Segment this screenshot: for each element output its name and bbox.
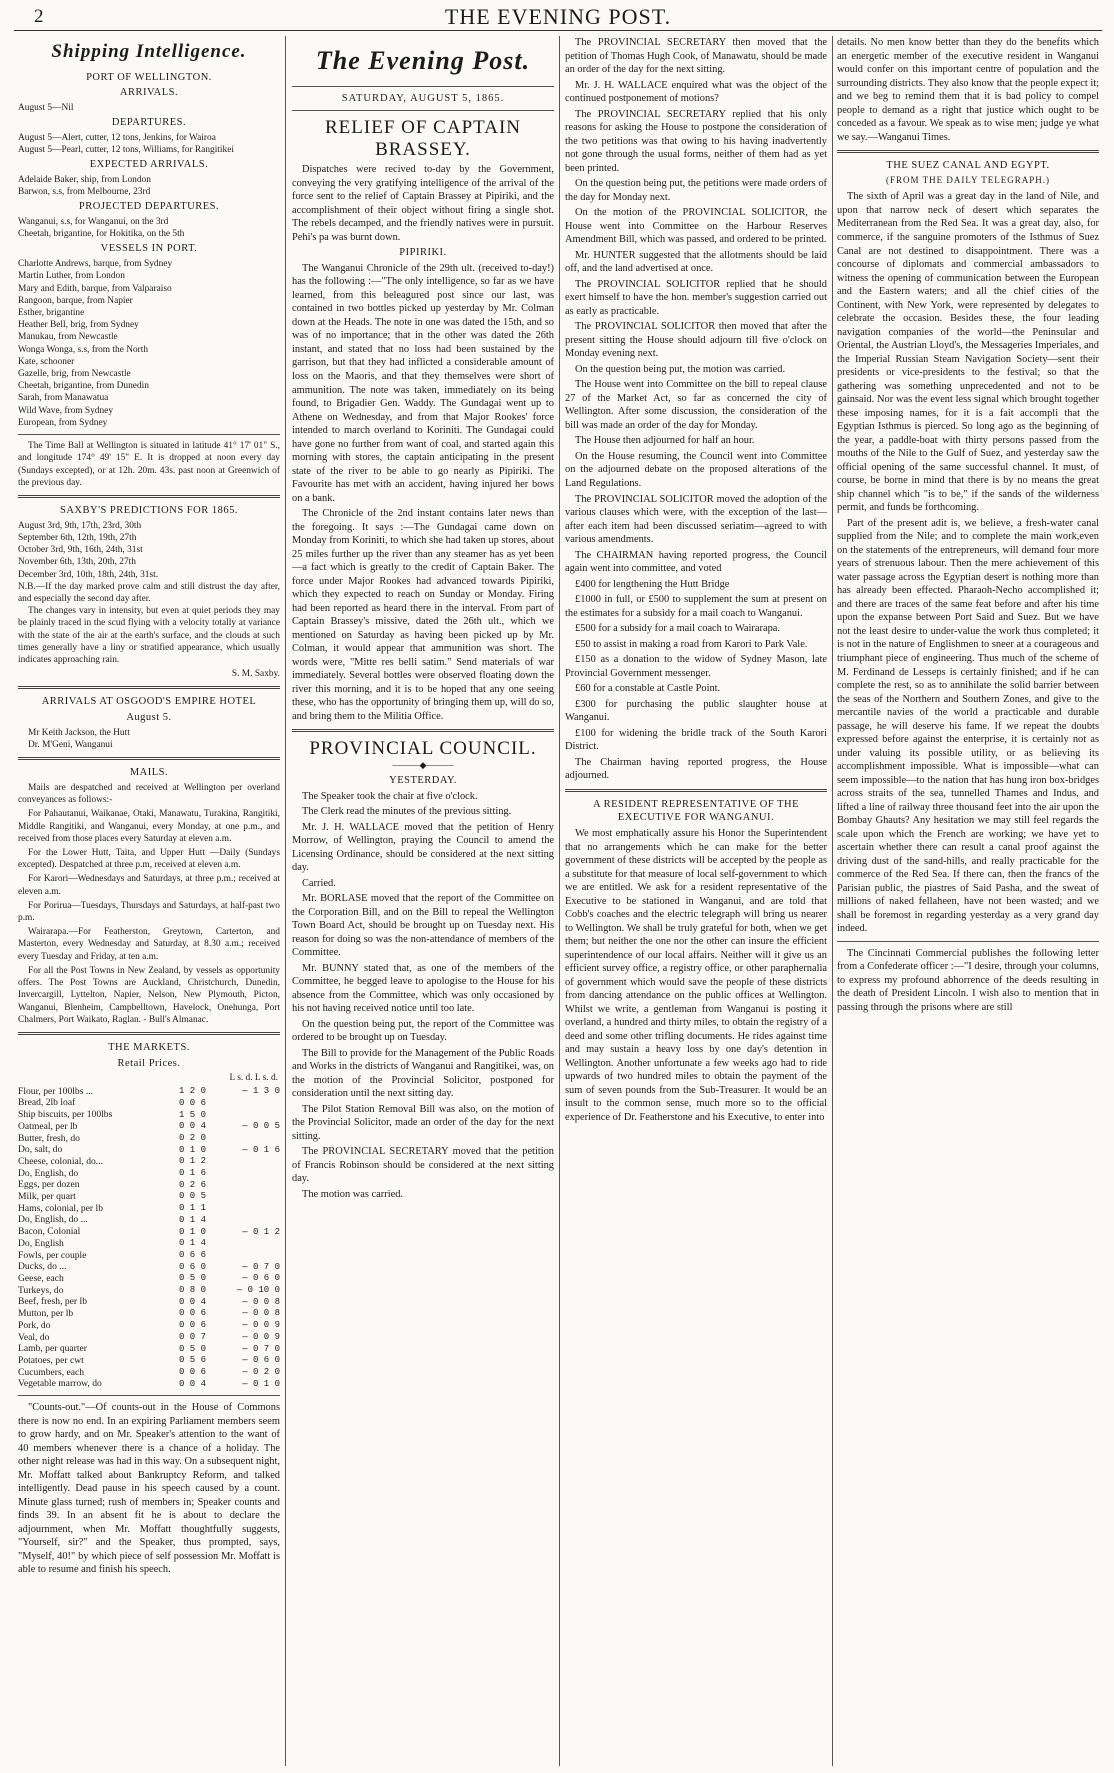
table-row [18, 1097, 280, 1109]
table-row [18, 1109, 280, 1121]
market-item: Mutton, per lb [18, 1308, 74, 1320]
market-item: Cheese, colonial, do... [18, 1155, 103, 1167]
masthead: The Evening Post. [315, 46, 531, 75]
table-row [18, 1273, 280, 1285]
cincinnati-article: The Cincinnati Commercial publishes the following letter from a Confederate officer :—"I desire, through your columns, to express my profound abhorrence of the deeds resulting in the death of President Lincoln. I wish also to mention that in passing through the prisons where are still [837, 947, 1099, 1013]
vote-item: £400 for lengthening the Hutt Bridge [575, 578, 730, 590]
market-price: 0 2 6 [178, 1179, 206, 1190]
divider [18, 757, 280, 760]
council-paragraph: The Pilot Station Removal Bill was also, on the motion of the Provincial Solicitor, made an order of the day for the next sitting. [292, 1103, 554, 1142]
saxby-text: The changes vary in intensity, but even at quiet periods they may be plainly traced in the scud flying with a velocity totally at variance with the state of the air at the earth's surface, and the clouds at such times generally have a liny or stratified appearance, which usually indicates approaching rain. [18, 606, 280, 666]
market-price: 1 2 0 [178, 1086, 206, 1097]
suez-headline: THE SUEZ CANAL AND EGYPT. [886, 160, 1050, 172]
divider [18, 434, 280, 435]
market-item: Pork, do [18, 1319, 51, 1331]
newspaper-title: THE EVENING POST. [444, 4, 672, 29]
hotel-date: August 5. [126, 712, 172, 724]
council-paragraph: On the question being put, the motion was carried. [575, 363, 786, 375]
saxby-line: December 3rd, 10th, 18th, 24th, 31st. [18, 569, 159, 580]
market-price: 1 5 0 [178, 1109, 206, 1120]
market-price: — 0 7 0 [242, 1261, 280, 1272]
mails-heading: MAILS. [129, 767, 169, 779]
page-header [14, 4, 1102, 31]
projected-entry: Cheetah, brigantine, for Hokitika, on the 5th [18, 229, 185, 240]
suez-paragraph: Part of the present adit is, we believe, a fresh-water canal supplied from the Nile; and to complete the main work,even on the statements of the entrepreneurs, will demand four more years of strenuous labour. Then the mere achievement of this water passage across the Egyptian desert is nothing more than has already been effected. Pharaoh-Necho accomplished it; and there are traces of the same feat before and after his time upon the expanse between Port Said and Suez. But we have not the least desire to under-value the work thus completed; it is not in the nature of Englishmen to sneer at a courageous and triumphant piece of engineering. Thus much of the scheme of M. Ferdinand de Lesseps is certainly finished; and if he can complete the rest, so as to annihilate the solid barrier between the seas of the Northern and Southern Zones, and give to the mercantile navies of the world a practicable and durable passage, he will deserve his fame. If we repeat the doubts expressed before against the enterprise, it is certainly not as under valuing its possible utility, or as believing its accomplishment impossible. What is impossible—what can seem impossible—to the nation that has hung iron box-bridges across straits of the sea, tunnelled Thames and Indus, and lifted a line of railway three thousand feet into the air upon the Bombay Ghauts? Any hesitation we may still feel regards the scale upon which the French are working; we have yet to ascertain whether there can result a canal proof against the driving dust of the sand-hills, and really practicable for the commerce of the Red Sea. If there can, then the francs of the Parisian public, the piastres of Said Pasha, and the sweat of millions of naked fellaheen, have not been wasted; and we shall be foremost in regarding yesterday as a very grand day indeed. [837, 517, 1099, 935]
vessels-heading: VESSELS IN PORT. [100, 243, 198, 255]
columns [14, 36, 1102, 1766]
table-row [18, 1086, 280, 1098]
suez-source: (FROM THE DAILY TELEGRAPH.) [886, 174, 1050, 185]
mail-paragraph: For the Lower Hutt, Taita, and Upper Hutt —Daily (Sundays excepted). Despatched at three p.m, received at eleven a.m. [18, 847, 280, 871]
expected-heading: EXPECTED ARRIVALS. [89, 159, 209, 171]
market-price [206, 1203, 280, 1215]
table-row [18, 1191, 280, 1203]
market-prices-table [18, 1072, 280, 1390]
mail-paragraph: Mails are despatched and received at Wellington per overland conveyances as follows:- [18, 782, 280, 806]
departure-entry: August 5—Alert, cutter, 12 tons, Jenkins, for Wairoa [18, 132, 216, 143]
vessel-entry: Sarah, from Manawatua [18, 393, 109, 404]
council-paragraph: Mr. HUNTER suggested that the allotments should be laid off, and the land advertised at once. [565, 249, 827, 275]
council-headline: PROVINCIAL COUNCIL. [309, 738, 537, 760]
market-item: Ship biscuits, per 100lbs [18, 1109, 113, 1121]
vote-item: £300 for purchasing the public slaughter house at Wanganui. [565, 698, 827, 724]
mail-paragraph: For Pahautanui, Waikanae, Otaki, Manawatu, Turakina, Rangitiki, Middle Rangitiki, and Wanganui, every Monday, at one p.m., and received from those places every Saturday at eleven a.m. [18, 809, 280, 844]
market-price: — 0 2 0 [242, 1366, 280, 1377]
table-row [18, 1203, 280, 1215]
divider [837, 941, 1099, 942]
vessel-entry: Wonga Wonga, s.s, from the North [18, 344, 149, 355]
market-price: — 1 3 0 [242, 1086, 280, 1097]
vessel-entry: Esther, brigantine [18, 307, 85, 318]
market-price: 0 0 4 [178, 1121, 206, 1132]
price-column-headers: L s. d. L s. d. [229, 1073, 278, 1084]
hotel-guest: Dr. M'Geni, Wanganui [28, 739, 113, 750]
market-price: 0 1 4 [178, 1238, 206, 1249]
arrival-entry: August 5—Nil [18, 102, 74, 113]
newspaper-page [14, 4, 1102, 1766]
market-price: 0 0 4 [178, 1296, 206, 1307]
divider [837, 150, 1099, 153]
market-price [206, 1168, 280, 1180]
divider [18, 1032, 280, 1035]
market-item: Veal, do [18, 1331, 50, 1343]
market-item: Hams, colonial, per lb [18, 1202, 103, 1214]
vessel-entry: Cheetah, brigantine, from Dunedin [18, 381, 149, 392]
market-item: Flour, per 100lbs ... [18, 1085, 94, 1097]
mail-paragraph: For all the Post Towns in New Zealand, by vessels as opportunity offers. The Post Towns are Auckland, Christchurch, Dunedin, Invercargill, Lyttelton, Napier, Nelson, New Plymouth, Picton, Wanganui, Blenheim, Campbelltown, Havelock, Onehunga, Port Chalmers, Port Waikato, Raglan. - Bull's Almanac. [18, 965, 280, 1025]
market-item: Bread, 2lb loaf [18, 1097, 76, 1109]
market-price: 0 0 6 [178, 1097, 206, 1108]
market-price [206, 1097, 280, 1109]
market-price [206, 1191, 280, 1203]
market-price [206, 1109, 280, 1121]
council-paragraph: The Clerk read the minutes of the previous sitting. [302, 806, 512, 818]
market-item: Beef, fresh, per lb [18, 1296, 87, 1308]
market-item: Ducks, do ... [18, 1261, 67, 1273]
market-price: 0 5 0 [178, 1343, 206, 1354]
market-item: Turkeys, do [18, 1284, 64, 1296]
council-paragraph: The PROVINCIAL SECRETARY then moved that the petition of Thomas Hugh Cook, of Manawatu, should be made an order of the day for the next sitting. [565, 37, 827, 76]
market-price: — 0 0 5 [242, 1121, 280, 1132]
column-3 [565, 36, 827, 1766]
market-price [206, 1214, 280, 1226]
council-paragraph: The CHAIRMAN having reported progress, the Council again went into committee, and voted [565, 549, 827, 575]
vote-item: £100 for widening the bridle track of the South Karori District. [565, 727, 827, 753]
shipping-section-title: Shipping Intelligence. [51, 41, 247, 62]
table-header-row [18, 1072, 280, 1085]
vessel-entry: Manukau, from Newcastle [18, 332, 118, 343]
table-row [18, 1179, 280, 1191]
council-paragraph: The House went into Committee on the bill to repeal clause 27 of the Market Act, so far as concerned the city of Wellington. After some discussion, the consideration of the bill was made an order of the day for Monday. [565, 379, 827, 431]
departures-heading: DEPARTURES. [111, 117, 187, 129]
market-price: — 0 1 0 [242, 1378, 280, 1389]
table-row [18, 1320, 280, 1332]
vessel-entry: Kate, schooner [18, 356, 75, 367]
pipiriki-heading: PIPIRIKI. [399, 247, 447, 259]
departure-entry: August 5—Pearl, cutter, 12 tons, Williams, for Rangitikei [18, 145, 234, 156]
market-price: — 0 1 6 [242, 1144, 280, 1155]
market-item: Butter, fresh, do [18, 1132, 80, 1144]
column-rule [832, 36, 833, 1766]
market-price: 0 0 6 [178, 1308, 206, 1319]
table-row [18, 1367, 280, 1379]
issue-date: SATURDAY, AUGUST 5, 1865. [341, 92, 505, 104]
market-price [206, 1250, 280, 1262]
saxby-line: November 6th, 13th, 20th, 27th [18, 557, 136, 568]
table-row [18, 1144, 280, 1156]
column-4 [837, 36, 1099, 1766]
council-paragraph: On the question being put, the report of the Committee was ordered to be brought up on Tuesday. [292, 1018, 554, 1044]
column-2 [292, 36, 554, 1766]
pipiriki-paragraph: The Chronicle of the 2nd instant contains later news than the foregoing. It says :—The Gundagai came down on Monday from Koriniti, to which she had taken up stores, about 25 miles further up the river than any steamer has as yet been—a fact which is greatly to the credit of Captain Baker. The force under Major Rookes had advanced towards Pipiriki, which they expected to reach on Sunday or Monday. Firing had been reported as heard there in the interval. From part of Captain Brassey's missive, dated the 26th ult., which we mentioned on Saturday as having been picked up by Mr. Colman, it would appear that ammunition was short. The words were, "Mitte res belli satim." Send materials of war immediately. Several bottles were observed floating down the river this morning, and it is to be hoped that any one seeing these, who has the opportunity of bringing them up, will do so, and bring them to the Militia Office. [292, 508, 554, 722]
market-price: 0 8 0 [178, 1285, 206, 1296]
market-price: 0 1 1 [178, 1203, 206, 1214]
expected-entry: Adelaide Baker, ship, from London [18, 174, 151, 185]
council-paragraph: Carried. [302, 877, 336, 889]
council-paragraph: The PROVINCIAL SOLICITOR replied that he should exert himself to have the hon. member's suggestion carried out as early as practicable. [565, 278, 827, 317]
market-item: Do, salt, do [18, 1144, 63, 1156]
divider [18, 686, 280, 689]
saxby-line: August 3rd, 9th, 17th, 23rd, 30th [18, 520, 142, 531]
vessel-entry: Martin Luther, from London [18, 271, 125, 282]
council-paragraph: The House then adjourned for half an hour. [575, 435, 755, 447]
council-paragraph: Mr. BORLASE moved that the report of the Committee on the Corporation Bill, and on the Bill to repeal the Wellington Town Board Act, should be brought up on Tuesday next. His reason for doing so was the non-attendance of members of the Committee. [292, 893, 554, 959]
vessel-entry: European, from Sydney [18, 417, 108, 428]
council-paragraph: Mr. BUNNY stated that, as one of the members of the Committee, he begged leave to apologise to the House for his absence from the Committee, which was only occasioned by his not having received notice until too late. [292, 962, 554, 1015]
market-price: 0 0 6 [178, 1366, 206, 1377]
mail-paragraph: For Porirua—Tuesdays, Thursdays and Saturdays, at half-past two p.m. [18, 900, 280, 924]
suez-paragraph: The sixth of April was a great day in the land of Nile, and upon that narrow neck of desert which separates the Mediterranean from the Red Sea. It was a great day, also, for commerce, if the sanguine promoters of the Isthmus of Suez Canal are not destined to disappointment. There was a concourse of diplomats and commercial ambassadors to witness the opening of communication between the European and the Eastern waters; and all the chief cities of the Continent, with New York, were represented by delegates to celebrate the occasion. Besides these, the four leading navigation companies of the world—the Peninsular and Oriental, the Austrian Lloyd's, the Messageries Imperiales, and the Imperial Russian Steam Navigation Society—sent their presidents or vice-presidents to the festival; so that the gathering was something unprecedented and not to be gainsaid. Nor was the event less signal which brought together these imposing names, for it is a fait accompli that the Egyptian Isthmus is pierced. So long ago as the beginning of the year, a paddle-boat with thirty persons passed from the mouths of the Nile to the Gulf of Suez, and yesterday saw the official opening of the same successful channel. It must, of course, be borne in mind that there is by no means the great ship channel which "is to be," if the sands of the wilderness permit, and funds be forthcoming. [837, 191, 1099, 514]
divider [18, 495, 280, 498]
council-paragraph: The PROVINCIAL SOLICITOR then moved that after the present sitting the House should adjourn till five o'clock on Monday evening next. [565, 321, 827, 360]
market-price: — 0 6 0 [242, 1355, 280, 1366]
market-price: 0 5 6 [178, 1355, 206, 1366]
vote-item: £1000 in full, or £500 to supplement the sum at present on the estimates for a subsidy for a mail coach to Wanganui. [565, 594, 827, 619]
council-paragraph: The PROVINCIAL SOLICITOR moved the adoption of the various clauses which were, with the exception of the last—after each item had been discussed seriatim—agreed to with various amendments. [565, 493, 827, 546]
market-item: Cucumbers, each [18, 1366, 85, 1378]
market-price: 0 0 6 [178, 1320, 206, 1331]
market-price: 0 6 0 [178, 1261, 206, 1272]
page-number: 2 [34, 6, 44, 27]
table-row [18, 1226, 280, 1238]
port-heading: PORT OF WELLINGTON. [86, 71, 212, 83]
counts-out-article: "Counts-out."—Of counts-out in the House of Commons there is now no end. In an expiring Parliament members seem to grow hardy, and on Mr. Speaker's attention to the want of 40 members whenever there is a chance of a holiday. The other night release was had in this way. On a subsequent night, Mr. Moffatt talked about Bankruptcy Reform, and talked intelligently. Dead pause in his speech caused by a count. Minute glass turned; rush of members in; Speaker counts and finds 39. In an absent fit he is about to declare the adjournment, when Mr. Moffatt thoughtfully suggests, "Yourself, sir?" and the Speaker, thus prompted, says, "Myself, 40!" by which piece of self possession Mr. Moffatt is able to resume and finish his speech. [18, 1402, 280, 1576]
table-row [18, 1285, 280, 1297]
table-row [18, 1355, 280, 1367]
table-row [18, 1343, 280, 1355]
council-paragraph: The PROVINCIAL SECRETARY moved that the petition of Francis Robinson should be considered at the next sitting day. [292, 1146, 554, 1185]
market-price: 0 5 0 [178, 1273, 206, 1284]
market-price: 0 1 0 [178, 1226, 206, 1237]
saxby-signature: S. M. Saxby. [231, 669, 280, 680]
vessel-entry: Gazelle, brig, from Newcastle [18, 369, 131, 380]
market-price: — 0 0 8 [242, 1308, 280, 1319]
council-paragraph: The Bill to provide for the Management of the Public Roads and Works in the districts of Wanganui and Rangitikei, was, on the motion of the Provincial Solicitor, postponed for consideration until the next sitting day. [292, 1047, 554, 1100]
time-ball-notice: The Time Ball at Wellington is situated in latitude 41° 17' 01" S., and longitude 174° 49' 15" E. It is dropped at noon every day (Sundays excepted), or at 12h. 20m. 43s. past noon at Greenwich of the previous day. [18, 441, 280, 488]
projected-heading: PROJECTED DEPARTURES. [78, 201, 220, 213]
council-paragraph: On the motion of the PROVINCIAL SOLICITOR, the House went into Committee on the Harbour Reserves Amendment Bill, which was passed, and ordered to be printed. [565, 207, 827, 246]
table-row [18, 1121, 280, 1133]
vessel-entry: Rangoon, barque, from Napier [18, 295, 133, 306]
table-row [18, 1238, 280, 1250]
market-price: 0 1 6 [178, 1168, 206, 1179]
market-item: Geese, each [18, 1273, 64, 1284]
table-row [18, 1250, 280, 1262]
projected-entry: Wanganui, s.s, for Wanganui, on the 3rd [18, 216, 169, 227]
market-price: 0 2 0 [178, 1132, 206, 1143]
market-item: Vegetable marrow, do [18, 1378, 102, 1390]
market-item: Do, English [18, 1237, 64, 1249]
pipiriki-paragraph: The Wanganui Chronicle of the 29th ult. (received to-day!) has the following :—"The only intelligence, so far as we have learned, from this beleagured post since our last, was contained in two bottles picked up yesterday by Mr. Colman down at the Heads. The note in one was dated the 15th, and so was of no importance; that in the other was dated the 26th instant, and stated that no loss had been sustained by the garrison, but that they had inflicted a considerable amount of loss on the Maoris, and that they themselves were short of ammunition. The note was taken, immediately on its being found, to Brigadier Gen. Waddy. The Gundagai went up to Athene on Wednesday, and from that Major Rookes' force intended to march overland to Koriniti. The Gundagai could have gone no further from want of coal, and started again this morning with stores, the captain anticipating in the present state of the river to be able to go nearly as Pipiriki. The Favourite has met with an accident, having injured her bows on a bank. [292, 262, 554, 504]
market-price: 0 6 6 [178, 1249, 206, 1260]
arrivals-heading: ARRIVALS. [119, 87, 179, 99]
saxby-heading: SAXBY'S PREDICTIONS FOR 1865. [59, 505, 238, 516]
resident-headline: A RESIDENT REPRESENTATIVE OF THE EXECUTIVE FOR WANGANUI. [592, 798, 800, 824]
mail-paragraph: Wairarapa.—For Featherston, Greytown, Carterton, and Masterton, every Wednesday and Saturday, at 8.30 a.m.; received every Tuesday and Friday, at ten a.m. [18, 927, 280, 962]
table-row [18, 1378, 280, 1390]
table-row [18, 1214, 280, 1226]
market-price: — 0 10 0 [236, 1285, 280, 1296]
vessel-entry: Heather Bell, brig, from Sydney [18, 320, 139, 331]
resident-article: We most emphatically assure his Honor the Superintendent that no arrangements which he can make for the better government of these districts will be accepted by the people as a substitute for that measure of local self-government to which we are entitled. We ask for a resident representative of the Executive to be stationed in Wanganui, and are told that Cobb's coaches and the electric telegraph will bring us nearer to Wellington. We shall be truly grateful for both, when we get them; but neither the one nor the other can insure the efficient superintendence of our local affairs. Neither will it give us an efficient survey office, a registry office, or other paraphernalia of government which would save the people of these districts from dancing attendance on the public offices at Wellington. Whilst we write, a gentleman from Wanganui is posting it overland, a hundred and thirty miles, to obtain the registry of a deed and some other trifling documents. He rides against time and may sustain a heavy loss by one day's detention in Wellington. Another unfortunate a few weeks ago had to ride upwards of two hundred miles to obtain the payment of the sum of seven pounds from the Sub-Treasurer. It would be an insult to the common sense, much more so to the official experience of Dr. Featherstone and his Executive, to enter into [565, 828, 827, 1123]
market-item: Milk, per quart [18, 1191, 76, 1203]
vote-item: £50 to assist in making a road from Karori to Park Vale. [575, 638, 808, 650]
table-row [18, 1168, 280, 1180]
vote-item: £150 as a donation to the widow of Sydney Mason, late Provincial Government messenger. [565, 654, 827, 679]
market-price: — 0 7 0 [242, 1343, 280, 1354]
column-rule [559, 36, 560, 1766]
yesterday-heading: YESTERDAY. [389, 774, 457, 786]
ornament: ———◆——— [392, 760, 454, 771]
market-item: Fowls, per couple [18, 1249, 87, 1261]
mail-paragraph: For Karori—Wednesdays and Saturdays, at three p.m.; received at eleven a.m. [18, 874, 280, 897]
table-row [18, 1296, 280, 1308]
hotel-guest: Mr Keith Jackson, the Hutt [28, 727, 130, 738]
market-price [206, 1156, 280, 1168]
divider [292, 86, 554, 87]
market-item: Bacon, Colonial [18, 1226, 81, 1238]
market-price: — 0 0 9 [242, 1320, 280, 1331]
market-price [206, 1179, 280, 1191]
table-row [18, 1332, 280, 1344]
table-row [18, 1156, 280, 1168]
market-item: Oatmeal, per lb [18, 1120, 78, 1132]
market-item: Do, English, do ... [18, 1214, 88, 1226]
market-item: Do, English, do [18, 1167, 79, 1179]
saxby-line: October 3rd, 9th, 16th, 24th, 31st [18, 545, 143, 556]
expected-entry: Barwon, s.s, from Melbourne, 23rd [18, 187, 151, 198]
market-price: 0 0 4 [178, 1378, 206, 1389]
vessel-entry: Wild Wave, from Sydney [18, 405, 114, 416]
vote-item: £500 for a subsidy for a mail coach to Wairarapa. [575, 623, 780, 635]
market-item: Eggs, per dozen [18, 1179, 80, 1191]
market-item: Lamb, per quarter [18, 1343, 87, 1355]
market-price: 0 0 7 [178, 1331, 206, 1342]
relief-headline: RELIEF OF CAPTAIN BRASSEY. [325, 117, 521, 161]
council-paragraph: The Speaker took the chair at five o'clock. [302, 790, 478, 802]
market-price: 0 1 0 [178, 1144, 206, 1155]
divider [292, 729, 554, 732]
market-item: Potatoes, per cwt [18, 1354, 84, 1366]
column-1 [18, 36, 280, 1766]
resident-article-continued: details. No men know better than they do the benefits which an energetic member of the executive resident in Wanganui would confer on this important centre of population and the surrounding districts. They also know that the people expect it; and we beg to remind them that it is bad policy to compel people to demand as a right that justice which ought to be conceded as a favour. We speak as to wise men; judge ye what we say.—Wanganui Times. [837, 37, 1099, 143]
market-price: 0 1 4 [178, 1214, 206, 1225]
council-paragraph: On the House resuming, the Council went into Committee on the adjourned debate on the proposed alterations of the Land Regulations. [565, 450, 827, 489]
table-row [18, 1133, 280, 1145]
market-price: — 0 1 2 [242, 1226, 280, 1237]
market-price: — 0 6 0 [242, 1273, 280, 1284]
market-price: — 0 0 8 [242, 1296, 280, 1307]
divider [18, 1395, 280, 1396]
market-price: — 0 0 9 [242, 1331, 280, 1342]
markets-subheading: Retail Prices. [117, 1057, 181, 1069]
council-paragraph: Mr. J. H. WALLACE enquired what was the object of the continued postponement of motions? [565, 79, 827, 105]
markets-heading: THE MARKETS. [108, 1042, 190, 1053]
divider [292, 110, 554, 111]
saxby-line: September 6th, 12th, 19th, 27th [18, 532, 137, 543]
table-row [18, 1308, 280, 1320]
column-rule [285, 36, 286, 1766]
market-price [206, 1133, 280, 1145]
council-paragraph: The PROVINCIAL SECRETARY replied that his only reasons for asking the House to postpone the consideration of the two petitions was that owing to his having inadvertently not gone through the usual forms, neither of them had as yet been printed. [565, 108, 827, 174]
table-row [18, 1261, 280, 1273]
council-paragraph: The motion was carried. [302, 1189, 403, 1200]
saxby-nb: N.B.—If the day marked prove calm and still distrust the day after, and especially the second day after. [18, 581, 280, 604]
hotel-heading: ARRIVALS AT OSGOOD'S EMPIRE HOTEL [41, 696, 257, 708]
market-price [206, 1238, 280, 1250]
market-price: 0 0 5 [178, 1191, 206, 1202]
council-paragraph: Mr. J. H. WALLACE moved that the petition of Henry Morrow, of Wellington, praying the Council to amend the Licensing Ordinance, should be considered at the next sitting day. [292, 821, 554, 874]
divider [565, 789, 827, 792]
market-price: 0 1 2 [178, 1156, 206, 1167]
relief-intro: Dispatches were recived to-day by the Government, conveying the very gratifying intelligence of the arrival of the force sent to the relief of Captain Brassey at Pipiriki, and the accomplishment of their object without firing a single shot. The rebels decamped, and the friendly natives were in pursuit. Pehi's pa was burnt down. [292, 164, 554, 243]
vote-item: £60 for a constable at Castle Point. [575, 683, 721, 695]
council-paragraph: On the question being put, the petitions were made orders of the day for Monday next. [565, 178, 827, 203]
vessel-entry: Charlotte Andrews, barque, from Sydney [18, 259, 173, 270]
council-closing: The Chairman having reported progress, the House adjourned. [565, 756, 827, 782]
vessel-entry: Mary and Edith, barque, from Valparaiso [18, 283, 172, 294]
